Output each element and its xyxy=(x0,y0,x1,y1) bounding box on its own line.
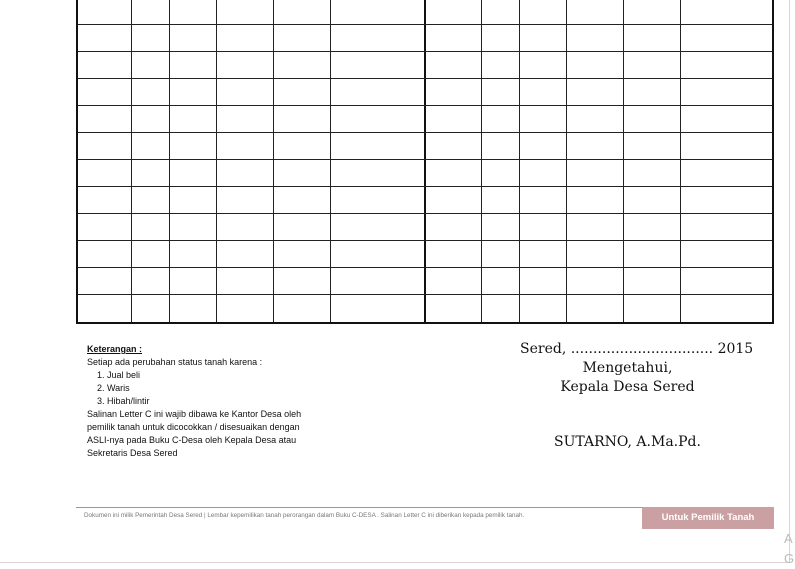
notes-body-line: pemilik tanah untuk dicocokkan / disesuaikan dengan xyxy=(87,422,300,432)
notes-block xyxy=(87,343,301,460)
table-row-divider xyxy=(78,294,772,295)
table-row-divider xyxy=(78,132,772,133)
table-row-divider xyxy=(78,240,772,241)
notes-intro: Setiap ada perubahan status tanah karena : xyxy=(87,357,263,367)
reason-item: 2. Waris xyxy=(107,382,301,395)
notes-body-line: ASLI-nya pada Buku C-Desa oleh Kepala Desa atau xyxy=(87,435,297,445)
table-row-divider xyxy=(78,78,772,79)
acknowledged-label: Mengetahui, xyxy=(582,360,673,376)
table-column-divider xyxy=(216,0,217,322)
table-row-divider xyxy=(78,105,772,106)
table-column-divider xyxy=(680,0,681,322)
reason-item: 1. Jual beli xyxy=(107,369,301,382)
table-column-divider xyxy=(566,0,567,322)
edge-letter: A xyxy=(784,531,793,546)
table-column-divider xyxy=(481,0,482,322)
table-section-divider xyxy=(424,0,426,322)
table-column-divider xyxy=(519,0,520,322)
table-column-divider xyxy=(330,0,331,322)
table-column-divider xyxy=(273,0,274,322)
window-edge-text xyxy=(784,529,794,569)
place-date: Sered, ................................ 2015 xyxy=(520,341,754,357)
table-column-divider xyxy=(169,0,170,322)
reason-item: 3. Hibah/lintir xyxy=(107,395,301,408)
owner-badge: Untuk Pemilik Tanah xyxy=(642,507,774,529)
table-row-divider xyxy=(78,24,772,25)
official-name[interactable]: SUTARNO, A.Ma.Pd. xyxy=(554,434,701,450)
table-column-divider xyxy=(131,0,132,322)
notes-body-line: Salinan Letter C ini wajib dibawa ke Kantor Desa oleh xyxy=(87,409,302,419)
letter-c-table xyxy=(76,0,774,324)
official-position: Kepala Desa Sered xyxy=(560,379,695,395)
edge-letter: G xyxy=(784,551,795,566)
table-row-divider xyxy=(78,51,772,52)
notes-body-line: Sekretaris Desa Sered xyxy=(87,448,178,458)
notes-title: Keterangan : xyxy=(87,344,143,354)
table-row-divider xyxy=(78,186,772,187)
table-column-divider xyxy=(623,0,624,322)
table-row-divider xyxy=(78,267,772,268)
table-row-divider xyxy=(78,159,772,160)
footer-rule xyxy=(76,507,642,508)
table-row-divider xyxy=(78,213,772,214)
footer-text: Dokumen ini milik Pemerintah Desa Sered | Lembar kepemilikan tanah perorangan dalam Buku C-DESA . Salinan Letter C ini diberikan kepada pemilik tanah. xyxy=(84,512,525,519)
reasons-list xyxy=(87,369,301,408)
signature-block xyxy=(520,340,754,452)
